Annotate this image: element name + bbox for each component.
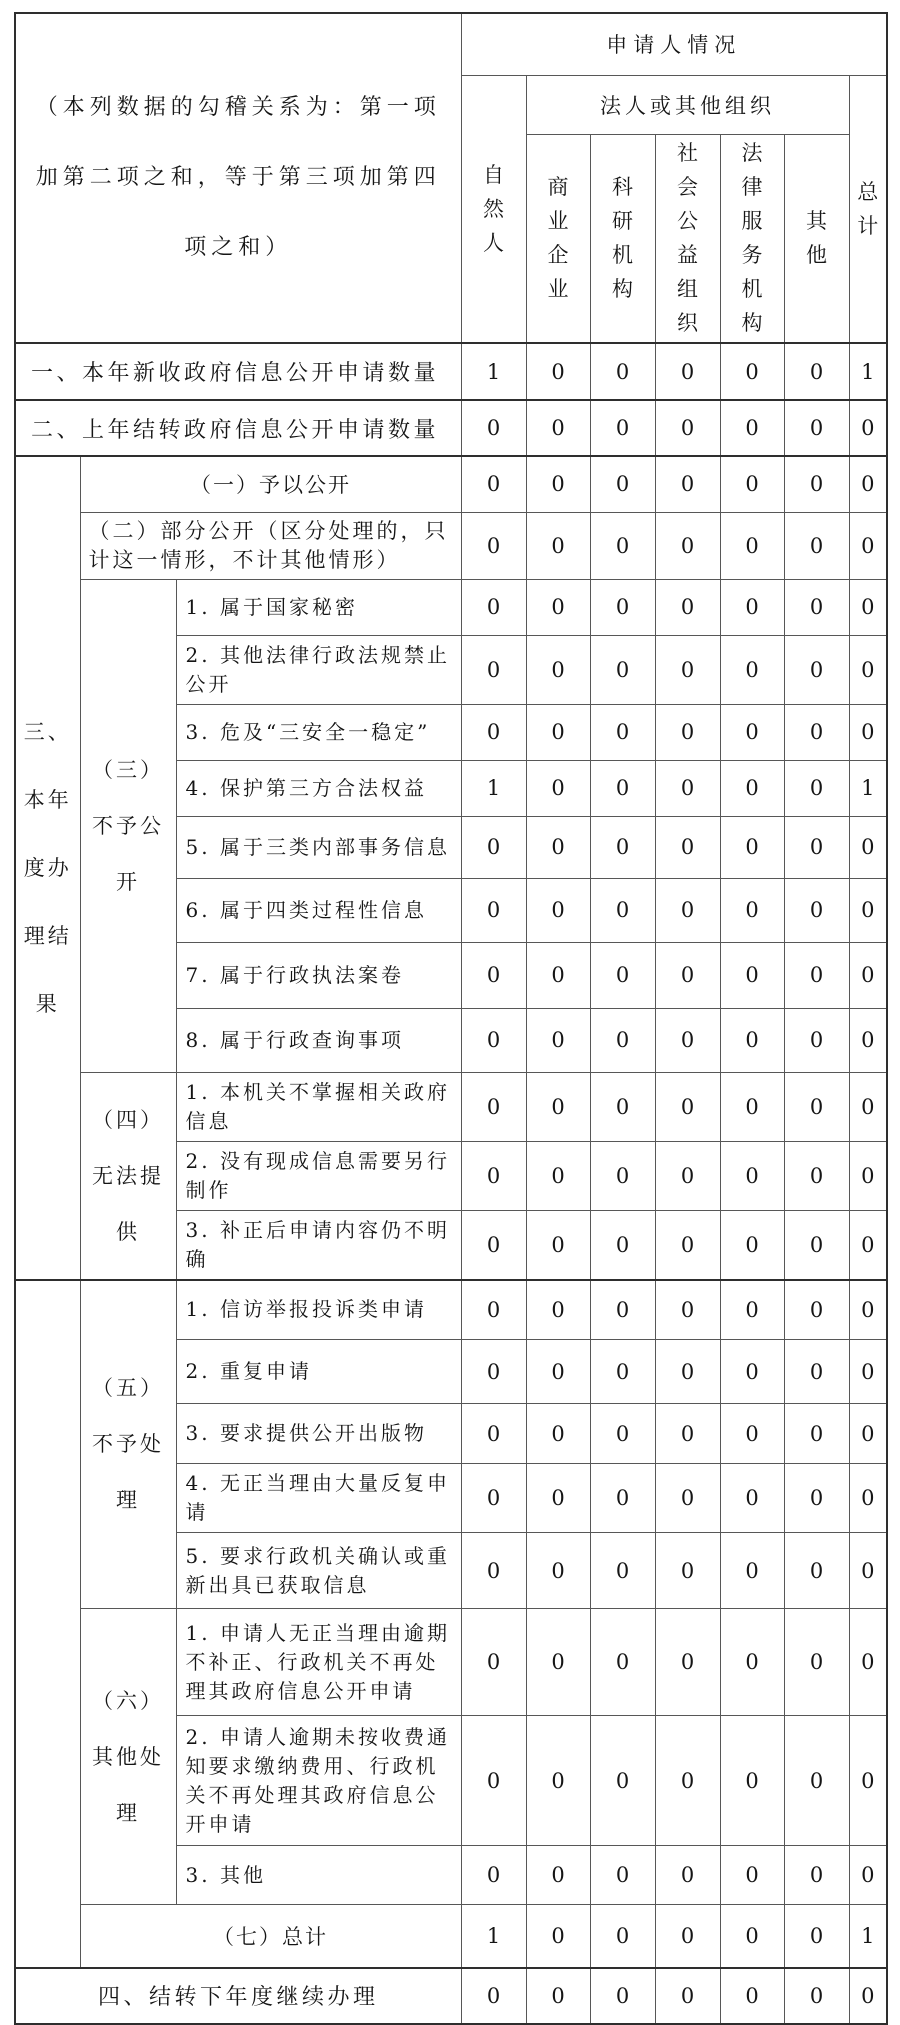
- value-cell: 0: [590, 1905, 655, 1968]
- value-cell: 0: [720, 816, 784, 878]
- value-cell: 0: [461, 1340, 526, 1404]
- value-cell: 0: [849, 1609, 887, 1716]
- table-row: [15, 1968, 887, 2024]
- value-cell: 0: [720, 1905, 784, 1968]
- value-cell: 0: [784, 1905, 849, 1968]
- value-cell: 0: [720, 1533, 784, 1609]
- value-cell: 0: [526, 635, 590, 704]
- value-cell: 0: [590, 704, 655, 760]
- table-row: [15, 343, 887, 400]
- item-label: 3. 其他: [176, 1846, 461, 1905]
- value-cell: 0: [655, 1008, 720, 1072]
- value-cell: 0: [655, 635, 720, 704]
- value-cell: 0: [784, 1404, 849, 1464]
- value-cell: 0: [526, 1340, 590, 1404]
- header-org-type-label: 商业企业: [547, 175, 569, 302]
- value-cell: 0: [526, 512, 590, 579]
- group-label-grand-total: （七）总计: [80, 1905, 461, 1968]
- table-row: [15, 456, 887, 512]
- item-label: 2. 没有现成信息需要另行制作: [176, 1141, 461, 1210]
- value-cell: 0: [849, 704, 887, 760]
- value-cell: 0: [784, 343, 849, 400]
- value-cell: 0: [590, 400, 655, 456]
- value-cell: 0: [784, 942, 849, 1008]
- item-label: 5. 属于三类内部事务信息: [176, 816, 461, 878]
- value-cell: 0: [720, 635, 784, 704]
- header-natural-person-label: 自然人: [483, 162, 505, 255]
- value-cell: 0: [590, 343, 655, 400]
- value-cell: 0: [526, 1008, 590, 1072]
- value-cell: 0: [655, 1141, 720, 1210]
- value-cell: 0: [526, 1210, 590, 1280]
- value-cell: 0: [720, 1141, 784, 1210]
- value-cell: 1: [461, 343, 526, 400]
- value-cell: 0: [461, 400, 526, 456]
- note-cell: （本列数据的勾稽关系为：第一项加第二项之和，等于第三项加第四项之和）: [15, 13, 461, 343]
- value-cell: 0: [590, 1404, 655, 1464]
- value-cell: 0: [655, 1072, 720, 1141]
- value-cell: 0: [526, 343, 590, 400]
- value-cell: 0: [784, 456, 849, 512]
- value-cell: 0: [526, 760, 590, 816]
- value-cell: 0: [655, 1846, 720, 1905]
- item-label: 3. 危及“三安全一稳定”: [176, 704, 461, 760]
- value-cell: 0: [655, 343, 720, 400]
- value-cell: 0: [590, 1141, 655, 1210]
- value-cell: 0: [461, 1464, 526, 1533]
- report-sheet: [14, 12, 888, 2025]
- value-cell: 0: [526, 1280, 590, 1340]
- table-row: [15, 512, 887, 579]
- item-label: 1. 属于国家秘密: [176, 579, 461, 635]
- value-cell: 0: [784, 1141, 849, 1210]
- value-cell: 0: [784, 1464, 849, 1533]
- section-3-label-text: 三、本年度办理结果: [23, 719, 72, 1016]
- value-cell: 0: [720, 704, 784, 760]
- table-row: [15, 1280, 887, 1340]
- header-org-type-other: [784, 134, 849, 343]
- value-cell: 0: [526, 1609, 590, 1716]
- value-cell: 0: [720, 1716, 784, 1846]
- item-label: 4. 保护第三方合法权益: [176, 760, 461, 816]
- value-cell: 0: [849, 400, 887, 456]
- value-cell: 0: [720, 878, 784, 942]
- value-cell: 0: [526, 1716, 590, 1846]
- value-cell: 0: [655, 1533, 720, 1609]
- table-row: [15, 1609, 887, 1716]
- value-cell: 0: [526, 878, 590, 942]
- header-org-type-legal-service: [720, 134, 784, 343]
- item-label: 2. 其他法律行政法规禁止公开: [176, 635, 461, 704]
- value-cell: 0: [849, 1533, 887, 1609]
- value-cell: 0: [784, 400, 849, 456]
- value-cell: 0: [526, 704, 590, 760]
- value-cell: 0: [720, 1008, 784, 1072]
- item-label: 1. 申请人无正当理由逾期不补正、行政机关不再处理其政府信息公开申请: [176, 1609, 461, 1716]
- value-cell: 0: [655, 1905, 720, 1968]
- value-cell: 0: [720, 456, 784, 512]
- value-cell: 0: [461, 1210, 526, 1280]
- value-cell: 0: [655, 456, 720, 512]
- value-cell: 0: [590, 878, 655, 942]
- header-org-type-business: [526, 134, 590, 343]
- header-org-type-label: 其他: [806, 209, 828, 268]
- value-cell: 0: [461, 1280, 526, 1340]
- table-row: [15, 13, 887, 75]
- row-label-carried-over: 二、上年结转政府信息公开申请数量: [15, 400, 461, 456]
- value-cell: 0: [655, 400, 720, 456]
- value-cell: 0: [784, 635, 849, 704]
- row-label-new-requests: 一、本年新收政府信息公开申请数量: [15, 343, 461, 400]
- value-cell: 0: [720, 579, 784, 635]
- value-cell: 0: [526, 1464, 590, 1533]
- value-cell: 0: [461, 1008, 526, 1072]
- value-cell: 0: [720, 1968, 784, 2024]
- value-cell: 0: [849, 1716, 887, 1846]
- header-applicant-situation: 申请人情况: [461, 13, 887, 75]
- value-cell: 0: [720, 1210, 784, 1280]
- item-label: 3. 补正后申请内容仍不明确: [176, 1210, 461, 1280]
- value-cell: 0: [720, 942, 784, 1008]
- value-cell: 0: [461, 942, 526, 1008]
- value-cell: 0: [461, 1846, 526, 1905]
- value-cell: 0: [720, 760, 784, 816]
- value-cell: 0: [590, 760, 655, 816]
- value-cell: 0: [784, 579, 849, 635]
- value-cell: 0: [655, 512, 720, 579]
- table-row: [15, 400, 887, 456]
- value-cell: 0: [849, 1464, 887, 1533]
- header-total: [849, 75, 887, 343]
- value-cell: 0: [655, 704, 720, 760]
- value-cell: 0: [655, 1464, 720, 1533]
- item-label: 1. 本机关不掌握相关政府信息: [176, 1072, 461, 1141]
- value-cell: 0: [461, 1716, 526, 1846]
- table-row: [15, 1072, 887, 1141]
- value-cell: 0: [590, 1968, 655, 2024]
- table-row: [15, 579, 887, 635]
- value-cell: 0: [720, 1464, 784, 1533]
- value-cell: 0: [461, 1533, 526, 1609]
- group-label-not-processed: （五）不予处理: [80, 1280, 176, 1609]
- value-cell: 1: [461, 1905, 526, 1968]
- header-org-type-research: [590, 134, 655, 343]
- value-cell: 0: [526, 456, 590, 512]
- header-org-type-label: 法律服务机构: [741, 141, 763, 336]
- value-cell: 0: [526, 1905, 590, 1968]
- value-cell: 0: [849, 1141, 887, 1210]
- value-cell: 0: [849, 456, 887, 512]
- value-cell: 0: [526, 1072, 590, 1141]
- header-org-type-label: 科研机构: [612, 175, 634, 302]
- value-cell: 0: [720, 1404, 784, 1464]
- section-3-empty-cell: [15, 1280, 80, 1968]
- value-cell: 1: [849, 343, 887, 400]
- item-label: 6. 属于四类过程性信息: [176, 878, 461, 942]
- value-cell: 0: [655, 1716, 720, 1846]
- value-cell: 0: [590, 942, 655, 1008]
- value-cell: 0: [720, 1280, 784, 1340]
- value-cell: 0: [849, 1280, 887, 1340]
- value-cell: 0: [849, 878, 887, 942]
- value-cell: 0: [461, 1404, 526, 1464]
- value-cell: 0: [849, 1846, 887, 1905]
- value-cell: 0: [849, 1340, 887, 1404]
- value-cell: 0: [849, 1210, 887, 1280]
- value-cell: 0: [461, 456, 526, 512]
- value-cell: 0: [784, 816, 849, 878]
- value-cell: 0: [720, 1072, 784, 1141]
- value-cell: 0: [590, 1072, 655, 1141]
- group-label-other-handling: （六）其他处理: [80, 1609, 176, 1905]
- item-label: 3. 要求提供公开出版物: [176, 1404, 461, 1464]
- value-cell: 0: [784, 704, 849, 760]
- value-cell: 0: [526, 1141, 590, 1210]
- value-cell: 0: [590, 1210, 655, 1280]
- value-cell: 0: [590, 1846, 655, 1905]
- value-cell: 0: [461, 579, 526, 635]
- value-cell: 0: [655, 1280, 720, 1340]
- value-cell: 0: [784, 1533, 849, 1609]
- header-legal-org-group: 法人或其他组织: [526, 75, 849, 134]
- value-cell: 0: [849, 512, 887, 579]
- header-org-type-label: 社会公益组织: [677, 141, 699, 336]
- value-cell: 0: [655, 1404, 720, 1464]
- value-cell: 0: [849, 579, 887, 635]
- item-label: 2. 申请人逾期未按收费通知要求缴纳费用、行政机关不再处理其政府信息公开申请: [176, 1716, 461, 1846]
- value-cell: 0: [590, 579, 655, 635]
- value-cell: 0: [461, 878, 526, 942]
- value-cell: 0: [526, 400, 590, 456]
- item-label: 5. 要求行政机关确认或重新出具已获取信息: [176, 1533, 461, 1609]
- value-cell: 0: [655, 942, 720, 1008]
- value-cell: 0: [720, 343, 784, 400]
- value-cell: 0: [720, 1846, 784, 1905]
- value-cell: 0: [849, 942, 887, 1008]
- value-cell: 0: [526, 579, 590, 635]
- value-cell: 0: [461, 816, 526, 878]
- value-cell: 0: [526, 1533, 590, 1609]
- value-cell: 0: [590, 635, 655, 704]
- value-cell: 0: [784, 1072, 849, 1141]
- value-cell: 0: [590, 1008, 655, 1072]
- value-cell: 0: [784, 1280, 849, 1340]
- value-cell: 0: [461, 1141, 526, 1210]
- value-cell: 0: [590, 1280, 655, 1340]
- value-cell: 0: [655, 1210, 720, 1280]
- value-cell: 0: [590, 512, 655, 579]
- value-cell: 0: [526, 1404, 590, 1464]
- value-cell: 0: [590, 1340, 655, 1404]
- value-cell: 0: [784, 1846, 849, 1905]
- item-label: 7. 属于行政执法案卷: [176, 942, 461, 1008]
- value-cell: 0: [784, 878, 849, 942]
- value-cell: 0: [784, 512, 849, 579]
- value-cell: 0: [784, 760, 849, 816]
- item-label: 8. 属于行政查询事项: [176, 1008, 461, 1072]
- group-label-unable-to-provide: （四）无法提供: [80, 1072, 176, 1280]
- value-cell: 0: [784, 1340, 849, 1404]
- group-label-partially-granted: （二）部分公开（区分处理的，只计这一情形，不计其他情形）: [80, 512, 461, 579]
- value-cell: 0: [461, 704, 526, 760]
- value-cell: 0: [720, 1340, 784, 1404]
- value-cell: 0: [720, 512, 784, 579]
- value-cell: 0: [849, 1072, 887, 1141]
- value-cell: 0: [655, 1609, 720, 1716]
- item-label: 2. 重复申请: [176, 1340, 461, 1404]
- value-cell: 0: [461, 1609, 526, 1716]
- section-3-label: [15, 456, 80, 1280]
- value-cell: 0: [720, 400, 784, 456]
- value-cell: 0: [849, 816, 887, 878]
- value-cell: 0: [655, 760, 720, 816]
- value-cell: 1: [461, 760, 526, 816]
- value-cell: 0: [720, 1609, 784, 1716]
- header-total-label: 总计: [857, 179, 879, 238]
- value-cell: 0: [461, 1072, 526, 1141]
- value-cell: 0: [655, 579, 720, 635]
- item-label: 1. 信访举报投诉类申请: [176, 1280, 461, 1340]
- disclosure-requests-table: [14, 12, 888, 2025]
- header-natural-person: [461, 75, 526, 343]
- value-cell: 1: [849, 1905, 887, 1968]
- item-label: 4. 无正当理由大量反复申请: [176, 1464, 461, 1533]
- value-cell: 0: [590, 1609, 655, 1716]
- value-cell: 0: [590, 1533, 655, 1609]
- value-cell: 0: [590, 1716, 655, 1846]
- value-cell: 1: [849, 760, 887, 816]
- value-cell: 0: [784, 1968, 849, 2024]
- group-label-refused: （三）不予公开: [80, 579, 176, 1072]
- row-label-carry-to-next-year: 四、结转下年度继续办理: [15, 1968, 461, 2024]
- value-cell: 0: [655, 1340, 720, 1404]
- value-cell: 0: [590, 1464, 655, 1533]
- value-cell: 0: [849, 1008, 887, 1072]
- value-cell: 0: [526, 1968, 590, 2024]
- value-cell: 0: [461, 635, 526, 704]
- value-cell: 0: [849, 1404, 887, 1464]
- value-cell: 0: [849, 1968, 887, 2024]
- value-cell: 0: [784, 1609, 849, 1716]
- value-cell: 0: [590, 816, 655, 878]
- value-cell: 0: [590, 456, 655, 512]
- value-cell: 0: [784, 1008, 849, 1072]
- value-cell: 0: [655, 1968, 720, 2024]
- group-label-granted: （一）予以公开: [80, 456, 461, 512]
- value-cell: 0: [784, 1716, 849, 1846]
- value-cell: 0: [849, 635, 887, 704]
- value-cell: 0: [655, 816, 720, 878]
- value-cell: 0: [526, 942, 590, 1008]
- value-cell: 0: [655, 878, 720, 942]
- value-cell: 0: [784, 1210, 849, 1280]
- table-row: [15, 1905, 887, 1968]
- value-cell: 0: [461, 512, 526, 579]
- value-cell: 0: [526, 1846, 590, 1905]
- value-cell: 0: [461, 1968, 526, 2024]
- header-org-type-public-welfare: [655, 134, 720, 343]
- value-cell: 0: [526, 816, 590, 878]
